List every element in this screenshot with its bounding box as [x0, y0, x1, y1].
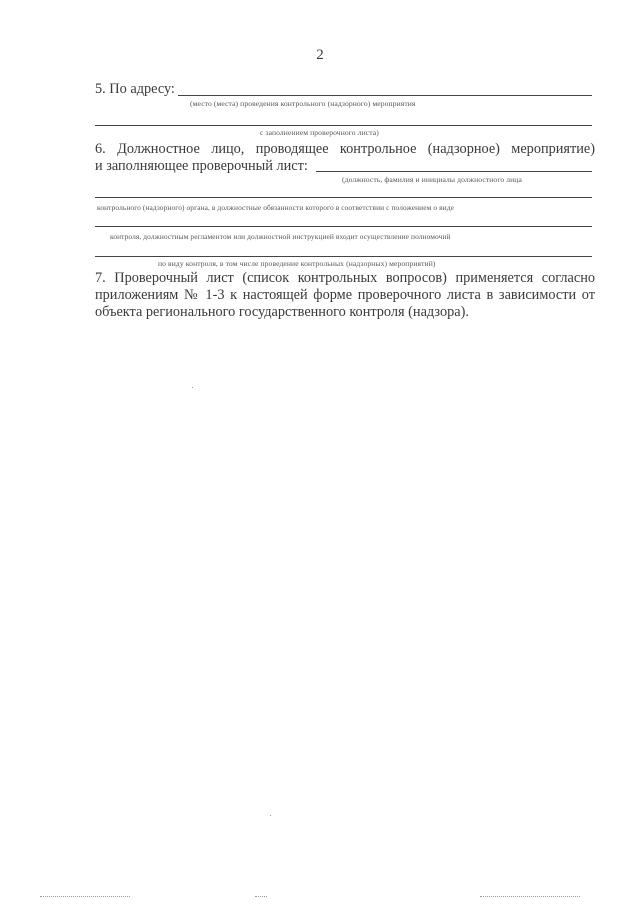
page-number: 2: [316, 47, 324, 63]
scan-edge-mark: [480, 896, 580, 897]
item5-label: 5. По адресу:: [95, 81, 175, 97]
item6-caption2: контрольного (надзорного) органа, в должностные обязанности которого в соответствии с положением о виде: [97, 203, 454, 212]
item6-caption4: по виду контроля, в том числе проведение контрольных (надзорных) мероприятий): [158, 259, 436, 268]
item6-line2: и заполняющее проверочный лист:: [95, 158, 308, 174]
item6-line1: 6. Должностное лицо, проводящее контрольное (надзорное) мероприятие): [95, 141, 595, 157]
item5-caption-fill: с заполнением проверочного листа): [260, 128, 379, 137]
item5-address-line: [178, 95, 592, 96]
scan-speck: [270, 815, 271, 816]
item7-line1: 7. Проверочный лист (список контрольных вопросов) применяется согласно: [95, 270, 595, 286]
item6-official-line-3: [95, 226, 592, 227]
scan-edge-mark: [40, 896, 130, 897]
item7-line2: приложениям № 1-3 к настоящей форме проверочного листа в зависимости от: [95, 287, 595, 303]
scan-edge-mark: [255, 896, 267, 897]
item6-official-line-2: [95, 197, 592, 198]
item6-caption1: (должность, фамилия и инициалы должностного лица: [342, 175, 522, 184]
item6-caption3: контроля, должностным регламентом или должностной инструкцией входит осуществление полномочий: [110, 232, 451, 241]
item5-address-line-2: [95, 125, 592, 126]
item6-official-line: [316, 171, 592, 172]
scan-speck: [192, 387, 193, 388]
item7-line3: объекта регионального государственного контроля (надзора).: [95, 304, 469, 320]
item6-official-line-4: [95, 256, 592, 257]
item5-caption-place: (место (места) проведения контрольного (надзорного) мероприятия: [190, 99, 416, 108]
